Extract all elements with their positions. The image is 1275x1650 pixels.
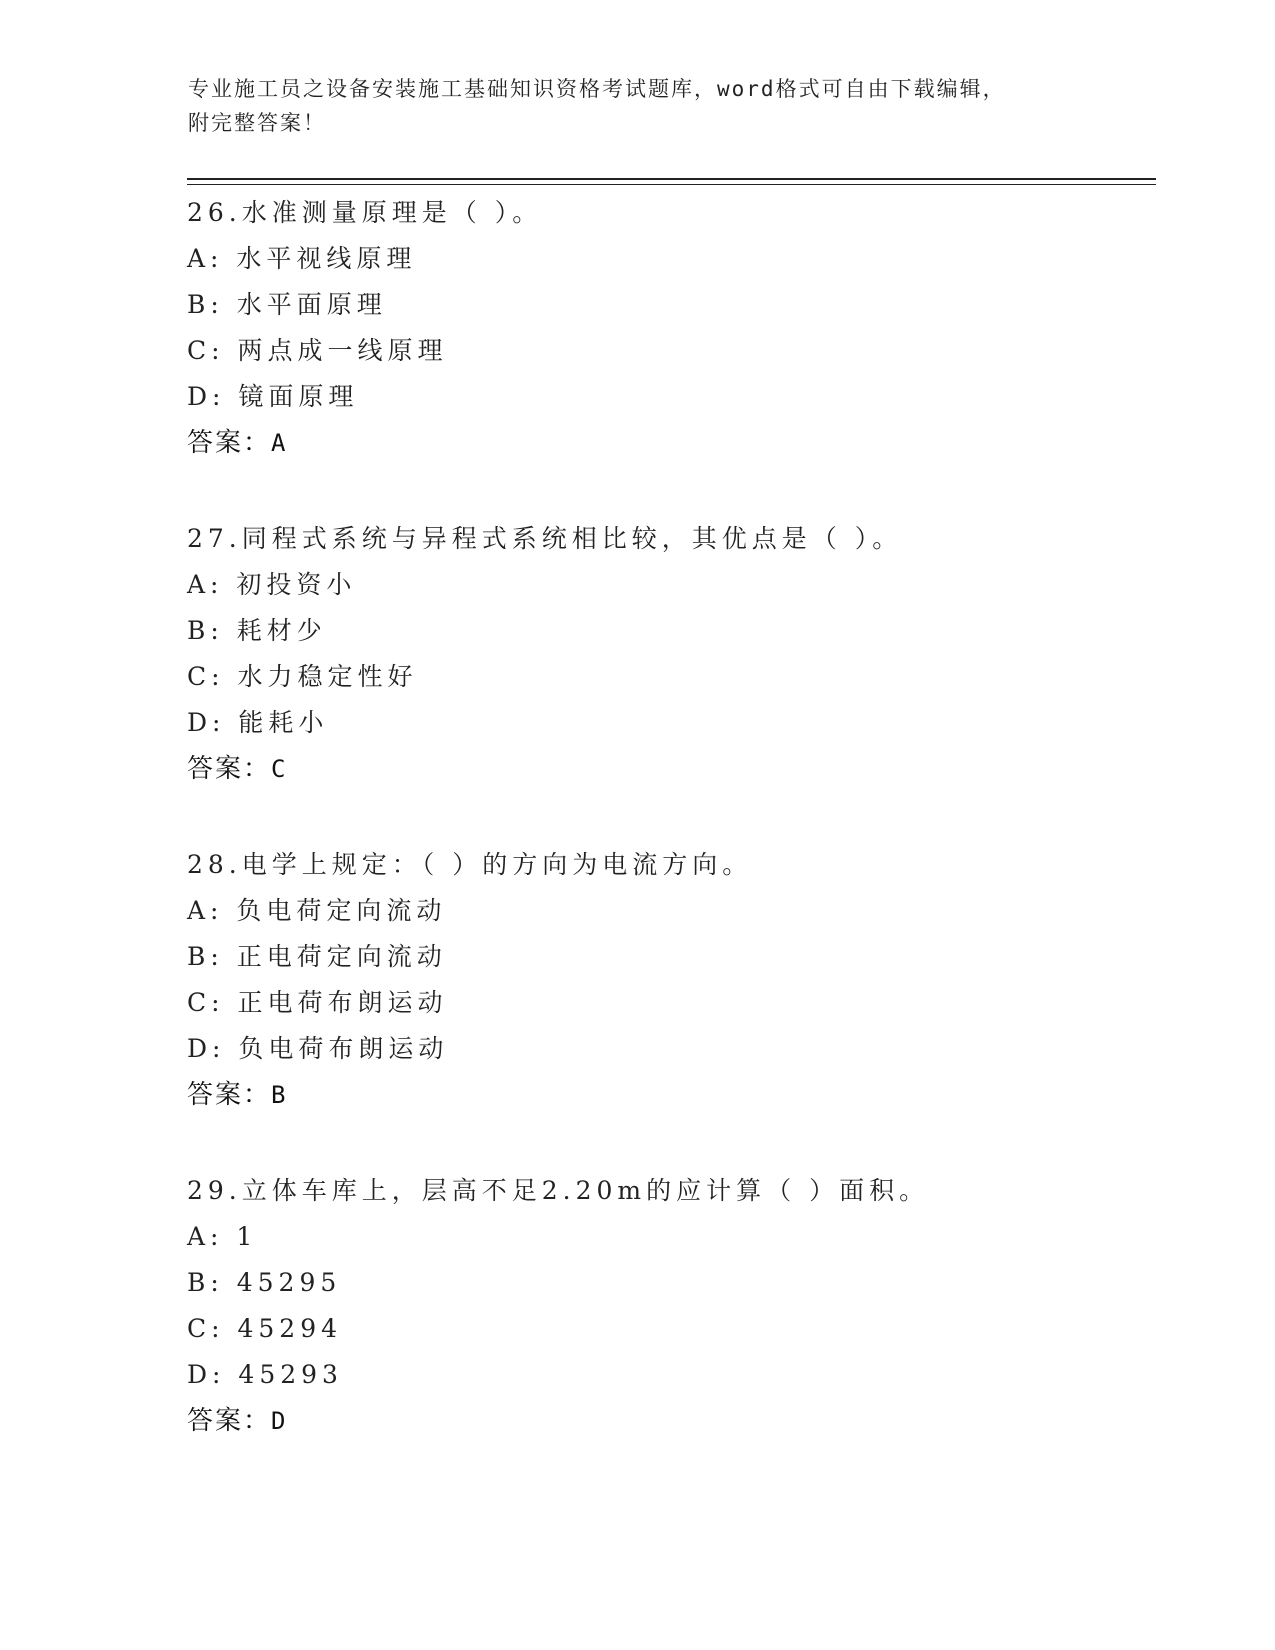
question-stem: 28.电学上规定：（ ）的方向为电流方向。 xyxy=(187,850,753,879)
option-d: D: 负电荷布朗运动 xyxy=(187,1034,449,1063)
option-c: C: 45294 xyxy=(187,1314,343,1343)
option-a: A: 负电荷定向流动 xyxy=(187,896,447,925)
answer-line xyxy=(187,1072,1147,1118)
option-b: B: 耗材少 xyxy=(187,616,327,645)
answer-line xyxy=(187,420,1147,466)
option-c: C: 正电荷布朗运动 xyxy=(187,988,448,1017)
option-d: D: 45293 xyxy=(187,1360,343,1389)
question-item xyxy=(187,842,1147,1118)
option-b: B: 45295 xyxy=(187,1268,342,1297)
question-stem: 27.同程式系统与异程式系统相比较，其优点是（ ）。 xyxy=(187,524,903,553)
document-header xyxy=(188,72,1068,140)
option-b: B: 水平面原理 xyxy=(187,290,387,319)
answer-value: B xyxy=(271,1081,288,1109)
question-item xyxy=(187,190,1147,466)
header-line-2: 附完整答案！ xyxy=(188,111,326,135)
answer-value: A xyxy=(271,429,288,457)
option-d: D: 能耗小 xyxy=(187,708,329,737)
answer-line xyxy=(187,746,1147,792)
answer-value: C xyxy=(271,755,288,783)
option-c: C: 水力稳定性好 xyxy=(187,662,418,691)
question-item xyxy=(187,1168,1147,1444)
option-a: A: 1 xyxy=(187,1222,258,1251)
option-d: D: 镜面原理 xyxy=(187,382,359,411)
question-item xyxy=(187,516,1147,792)
option-b: B: 正电荷定向流动 xyxy=(187,942,447,971)
answer-line xyxy=(187,1398,1147,1444)
header-divider-thin xyxy=(187,184,1156,185)
answer-value: D xyxy=(271,1407,288,1435)
header-divider-thick xyxy=(187,178,1156,180)
option-a: A: 水平视线原理 xyxy=(187,244,417,273)
answer-label: 答案： xyxy=(187,1406,272,1436)
question-stem: 26.水准测量原理是（ ）。 xyxy=(187,198,543,227)
answer-label: 答案： xyxy=(187,428,272,458)
answer-label: 答案： xyxy=(187,754,272,784)
question-list xyxy=(187,190,1147,1494)
header-line-1: 专业施工员之设备安装施工基础知识资格考试题库，word格式可自由下载编辑， xyxy=(188,77,1006,101)
answer-label: 答案： xyxy=(187,1080,272,1110)
option-c: C: 两点成一线原理 xyxy=(187,336,448,365)
option-a: A: 初投资小 xyxy=(187,570,357,599)
question-stem: 29.立体车库上，层高不足2.20m的应计算（ ）面积。 xyxy=(187,1176,930,1205)
